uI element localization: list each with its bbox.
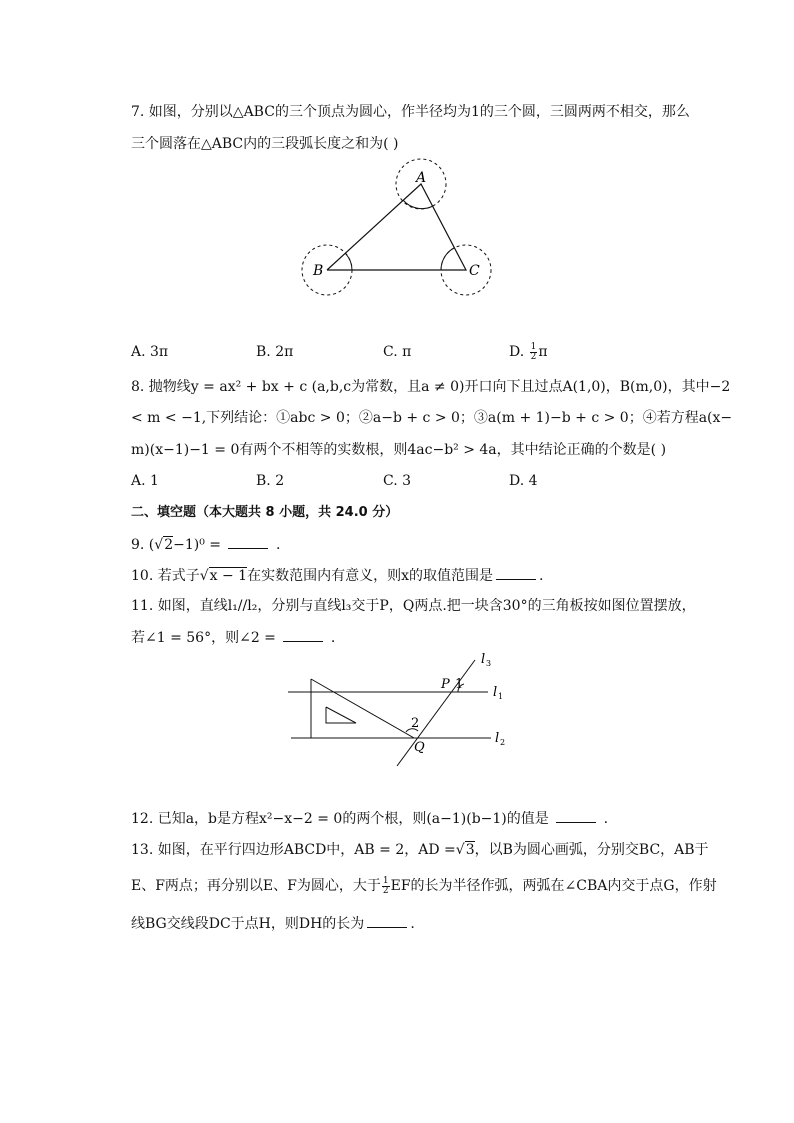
- answer-blank[interactable]: [283, 627, 323, 642]
- q8-text-line2: < m < −1,下列结论：①abc > 0；②a−b + c > 0；③a(m + 1)−b + c > 0；④若方程a(x−: [131, 410, 733, 426]
- svg-text:1: 1: [498, 692, 504, 701]
- triangle-figure: [295, 155, 505, 305]
- q13-text-line2: E、F两点；再分别以E、F为圆心，大于 $\frac{1}{2}$ EF的长为半径作弧，两弧在∠CBA内交于点G，作射: [131, 875, 717, 896]
- q8-option-b: B. 2: [256, 473, 285, 489]
- q11-text-line1: 11. 如图，直线l₁//l₂，分别与直线l₃交于P，Q两点.把一块含30°的三角板按如图位置摆放，: [131, 598, 696, 614]
- fraction-half: $\frac{1}{2}$: [530, 341, 537, 362]
- fraction-half: $\frac{1}{2}$: [382, 875, 389, 896]
- q8-option-c: C. 3: [383, 473, 412, 489]
- label-Q: Q: [414, 740, 425, 755]
- label-C: C: [469, 263, 480, 279]
- svg-text:l: l: [481, 652, 486, 667]
- label-angle-2: 2: [411, 716, 420, 731]
- q7-option-a: A. 3π: [131, 344, 169, 360]
- label-A: A: [416, 170, 427, 186]
- label-P: P: [441, 677, 450, 692]
- svg-text:3: 3: [486, 659, 492, 668]
- q8-text-line3: m)(x−1)−1 = 0有两个不相等的实数根，则4ac−b² > 4a，其中结论正确的个数是( ): [131, 442, 667, 458]
- q13-text-line3: 线BG交线段DC于点H，则DH的长为 .: [131, 913, 415, 934]
- q8-option-a: A. 1: [131, 473, 159, 489]
- q12-text: 12. 已知a，b是方程x²−x−2 = 0的两个根，则(a−1)(b−1)的值是 .: [131, 808, 608, 829]
- svg-text:l: l: [495, 731, 500, 746]
- svg-text:2: 2: [500, 738, 506, 747]
- q9-text: 9. (√2−1)⁰ = .: [131, 534, 280, 555]
- answer-blank[interactable]: [556, 808, 596, 823]
- q7-option-c: C. π: [383, 344, 412, 360]
- answer-blank[interactable]: [228, 534, 268, 549]
- answer-blank[interactable]: [496, 565, 536, 580]
- q7-text-line1: 7. 如图，分别以△ABC的三个顶点为圆心，作半径均为1的三个圆，三圆两两不相交，那么: [131, 104, 690, 120]
- svg-text:l: l: [493, 685, 498, 700]
- section-heading: 二、填空题（本大题共 8 小题，共 24.0 分）: [131, 505, 399, 520]
- answer-blank[interactable]: [367, 913, 407, 928]
- q7-text-line2: 三个圆落在△ABC内的三段弧长度之和为( ): [131, 136, 399, 152]
- label-angle-1: 1: [455, 677, 464, 692]
- q8-text-line1: 8. 抛物线y = ax² + bx + c (a,b,c为常数，且a ≠ 0)开口向下且过点A(1,0)，B(m,0)，其中−2: [131, 379, 731, 395]
- q11-text-line2: 若∠1 = 56°，则∠2 = .: [131, 627, 335, 648]
- q8-option-d: D. 4: [509, 473, 538, 489]
- q13-text-line1: 13. 如图，在平行四边形ABCD中，AB = 2，AD =√3，以B为圆心画弧，分别交BC，AB于: [131, 842, 709, 858]
- q10-text: 10. 若式子√x − 1在实数范围内有意义，则x的取值范围是 .: [131, 565, 543, 586]
- label-B: B: [313, 263, 324, 279]
- q7-option-b: B. 2π: [256, 344, 294, 360]
- q7-option-d: D. $\frac{1}{2}$ π: [509, 341, 548, 362]
- parallel-lines-figure: [280, 648, 520, 770]
